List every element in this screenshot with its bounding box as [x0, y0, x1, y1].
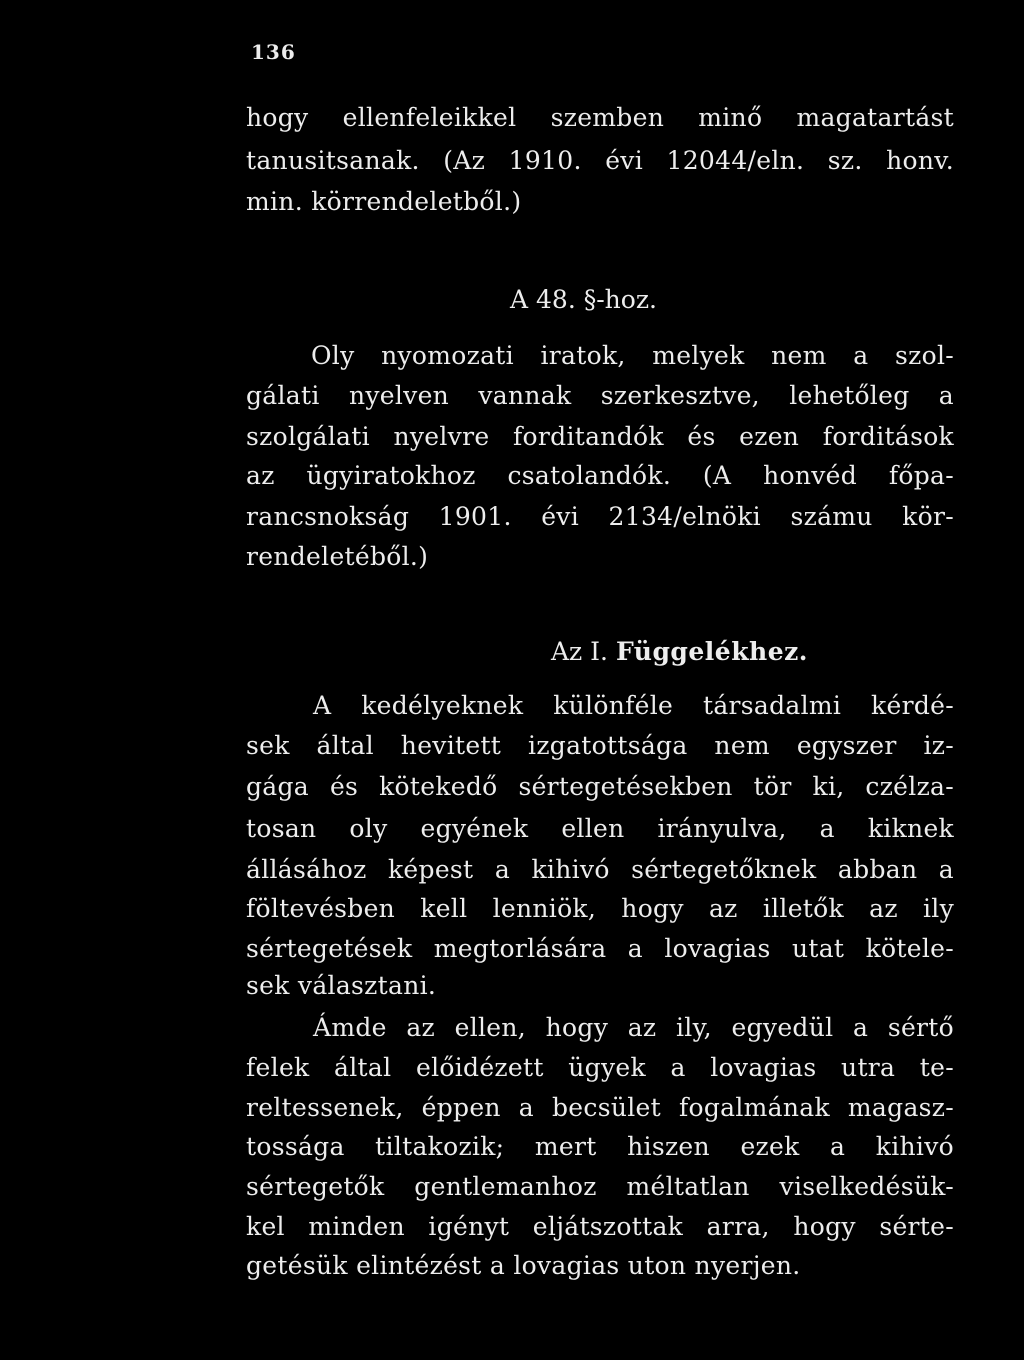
- heading-suffix: §-hoz.: [583, 285, 657, 314]
- section-heading-48: [510, 284, 657, 316]
- text-line: rancsnokság 1901. évi 2134/elnöki számu kör-: [246, 502, 954, 531]
- text-line: getésük elintézést a lovagias uton nyerjen.: [246, 1251, 801, 1280]
- page-number: 136: [251, 40, 296, 64]
- text-line: felek által előidézett ügyek a lovagias utra te-: [246, 1053, 954, 1082]
- heading-prefix: A 48.: [510, 285, 576, 314]
- text-line: az ügyiratokhoz csatolandók. (A honvéd főpa-: [246, 461, 954, 490]
- text-line: föltevésben kell lenniök, hogy az illetők az ily: [246, 894, 954, 923]
- text-line: reltessenek, éppen a becsület fogalmának magasz-: [246, 1093, 954, 1122]
- heading-suffix: Függelékhez.: [615, 637, 809, 666]
- text-line: rendeletéből.): [246, 542, 429, 571]
- text-line: Oly nyomozati iratok, melyek nem a szol-: [311, 341, 954, 370]
- text-line: sek választani.: [246, 971, 437, 1000]
- text-line: állásához képest a kihivó sértegetőknek abban a: [246, 855, 954, 884]
- text-line: min. körrendeletből.): [246, 187, 522, 216]
- text-line: gálati nyelven vannak szerkesztve, lehetőleg a: [246, 381, 954, 410]
- text-line: A kedélyeknek különféle társadalmi kérdé-: [313, 691, 954, 720]
- section-heading-appendix: [551, 636, 808, 668]
- text-line: gága és kötekedő sértegetésekben tör ki, czélza-: [246, 772, 954, 801]
- text-line: hogy ellenfeleikkel szemben minő magatartást: [246, 103, 954, 132]
- text-line: tosan oly egyének ellen irányulva, a kiknek: [246, 814, 954, 843]
- text-line: szolgálati nyelvre forditandók és ezen forditások: [246, 422, 954, 451]
- text-line: Ámde az ellen, hogy az ily, egyedül a sértő: [313, 1013, 954, 1042]
- text-line: sértegetések megtorlására a lovagias utat kötele-: [246, 934, 954, 963]
- text-line: tossága tiltakozik; mert hiszen ezek a kihivó: [246, 1132, 954, 1161]
- text-line: kel minden igényt eljátszottak arra, hogy sérte-: [246, 1212, 954, 1241]
- text-line: sek által hevitett izgatottsága nem egyszer iz-: [246, 731, 954, 760]
- heading-prefix: Az I.: [551, 637, 608, 666]
- text-line: sértegetők gentlemanhoz méltatlan viselkedésük-: [246, 1172, 954, 1201]
- text-line: tanusitsanak. (Az 1910. évi 12044/eln. sz. honv.: [246, 146, 954, 175]
